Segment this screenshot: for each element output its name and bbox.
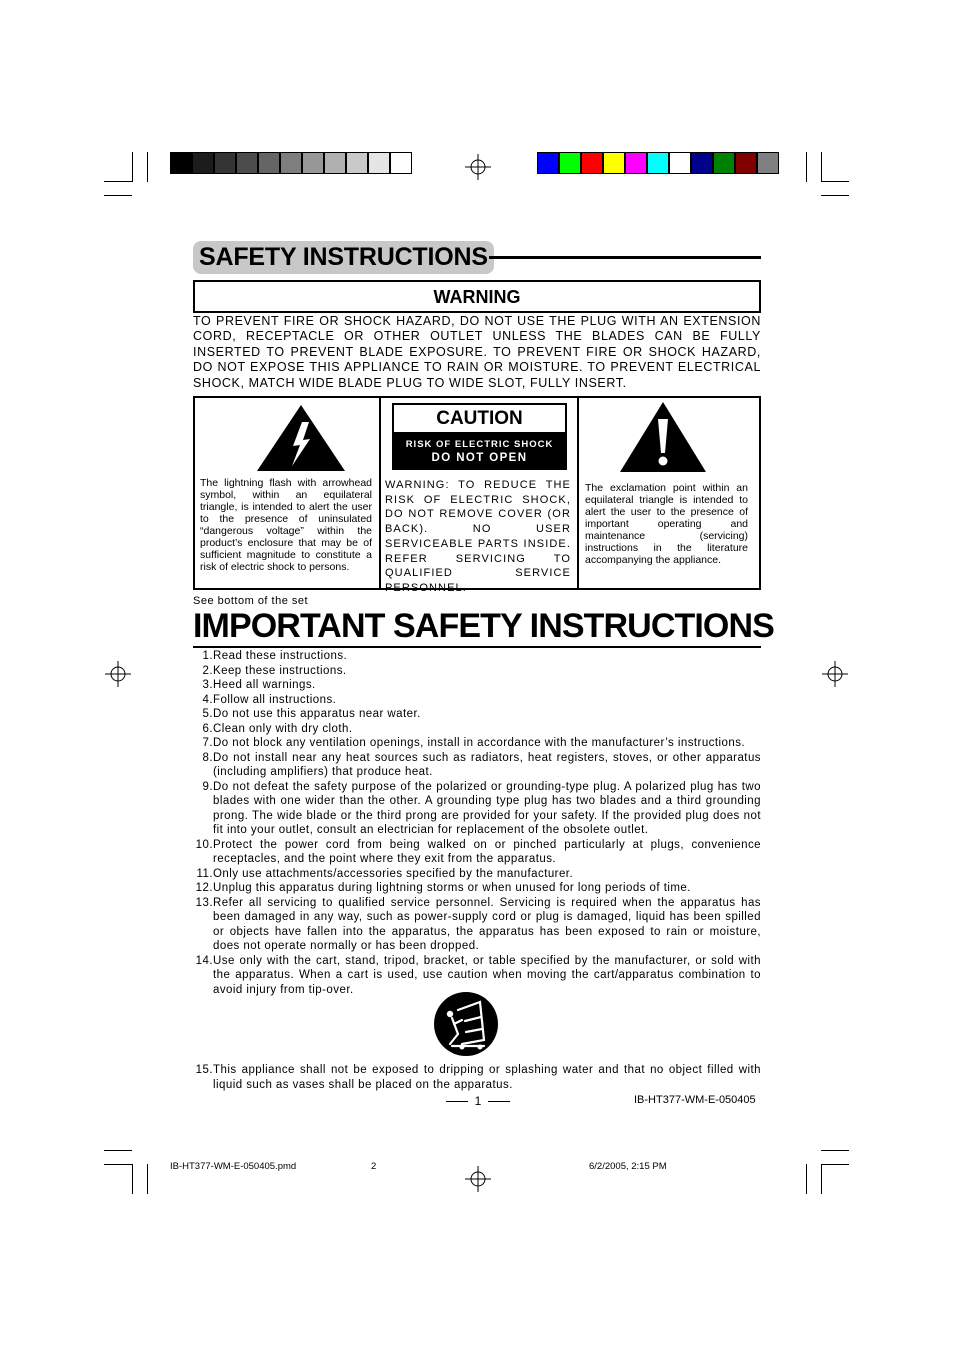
gray-calibration-bar <box>170 152 412 174</box>
list-item <box>193 693 761 708</box>
footer-sheet: 2 <box>371 1161 377 1172</box>
color-swatch <box>280 152 302 174</box>
color-swatch <box>603 152 625 174</box>
color-swatch <box>691 152 713 174</box>
color-swatch <box>236 152 258 174</box>
list-item <box>193 722 761 737</box>
page-number-text: 1 <box>474 1094 482 1108</box>
list-item <box>193 881 761 896</box>
list-item-text: Read these instructions. <box>213 650 348 662</box>
list-item <box>193 838 761 867</box>
list-item-number: 1. <box>202 650 213 662</box>
list-item-number: 9. <box>202 780 213 793</box>
registration-mark-icon <box>465 1166 491 1192</box>
list-item-text: Use only with the cart, stand, tripod, bracket, or table specified by the manufacturer, or sold with the apparatus. When a cart is used, use caution when moving the cart/apparatus combination to avoid injury from tip-over. <box>213 954 761 996</box>
lightning-column <box>195 398 381 588</box>
list-item <box>193 736 761 751</box>
list-item-text: Refer all servicing to qualified service personnel. Servicing is required when the apparatus has been damaged in any way, such as power-supply cord or plug is damaged, liquid has been spilled or objects have fallen into the apparatus, the apparatus has been exposed to rain or moisture, does not operate normally or has been dropped. <box>213 896 761 952</box>
list-item <box>193 707 761 722</box>
instructions-list <box>193 649 761 997</box>
section-title: SAFETY INSTRUCTIONS <box>193 241 494 274</box>
lightning-text: The lightning flash with arrowhead symbol, within an equilateral triangle, is intended to alert the user to the presence of uninsulated “dangerous voltage” within the product’s enclosure that may be of sufficient magnitude to constitute a risk of electric shock to persons. <box>200 477 372 573</box>
footer-datetime: 6/2/2005, 2:15 PM <box>589 1161 667 1172</box>
color-swatch <box>559 152 581 174</box>
exclamation-text: The exclamation point within an equilateral triangle is intended to alert the user to the presence of important operating and maintenance (servicing) instructions in the literature accompanying the appliance. <box>585 482 748 566</box>
exclamation-triangle-icon <box>619 401 707 473</box>
list-item-number: 2. <box>202 664 213 677</box>
list-item <box>193 649 761 664</box>
list-item-text: Clean only with dry cloth. <box>213 722 353 735</box>
symbols-box <box>193 396 761 594</box>
color-swatch <box>757 152 779 174</box>
list-item-text: Do not block any ventilation openings, install in accordance with the manufacturer’s instructions. <box>213 737 746 749</box>
list-item-number: 14. <box>195 954 213 967</box>
list-item-text: Keep these instructions. <box>213 664 347 677</box>
footer-filename: IB-HT377-WM-E-050405.pmd <box>170 1161 297 1172</box>
list-item <box>193 678 761 693</box>
lightning-triangle-icon <box>256 404 346 472</box>
registration-mark-icon <box>105 661 131 687</box>
color-swatch <box>735 152 757 174</box>
list-item <box>193 867 761 882</box>
caution-line1: RISK OF ELECTRIC SHOCK <box>405 439 554 450</box>
warning-text: TO PREVENT FIRE OR SHOCK HAZARD, DO NOT USE THE PLUG WITH AN EXTENSION CORD, RECEPTACLE OR OTHER OUTLET UNLESS THE BLADES CAN BE FULLY INSERTED TO PREVENT BLADE EXPOSURE. TO PREVENT FIRE OR SHOCK HAZARD, DO NOT EXPOSE THIS APPLIANCE TO RAIN OR MOISTURE. TO PREVENT ELECTRICAL SHOCK, MATCH WIDE BLADE PLUG TO WIDE SLOT, FULLY INSERT. <box>193 314 761 390</box>
list-item-text: Follow all instructions. <box>213 693 337 706</box>
document-code: IB-HT377-WM-E-050405 <box>634 1094 756 1106</box>
warning-title: WARNING <box>193 280 761 313</box>
list-item-number: 12. <box>195 882 213 894</box>
color-swatch <box>192 152 214 174</box>
list-item-text: Only use attachments/accessories specified by the manufacturer. <box>213 867 574 880</box>
list-item-number: 6. <box>202 722 213 735</box>
color-swatch <box>625 152 647 174</box>
registration-mark-icon <box>465 154 491 180</box>
see-bottom-note: See bottom of the set <box>193 595 309 607</box>
list-item-number: 7. <box>202 737 213 749</box>
color-swatch <box>214 152 236 174</box>
list-item-text: Do not defeat the safety purpose of the polarized or grounding-type plug. A polarized plug has two blades with one wider than the other. A grounding type plug has two blades and a third grounding prong. The wide blade or the third prong are provided for your safety. If the provided plug does not fit into your outlet, consult an electrician for replacement of the obsolete outlet. <box>213 780 761 836</box>
color-calibration-bar <box>537 152 779 174</box>
list-item-text: Do not use this apparatus near water. <box>213 708 421 720</box>
color-swatch <box>324 152 346 174</box>
color-swatch <box>170 152 192 174</box>
list-item-number: 3. <box>202 679 213 691</box>
list-item <box>193 751 761 780</box>
list-item-number: 4. <box>202 693 213 706</box>
color-swatch <box>302 152 324 174</box>
list-item <box>193 1063 761 1092</box>
list-item-number: 13. <box>195 896 213 909</box>
list-item-number: 5. <box>202 708 213 720</box>
color-swatch <box>390 152 412 174</box>
list-item <box>193 664 761 679</box>
page-number <box>446 1094 510 1108</box>
list-item-text: Do not install near any heat sources such as radiators, heat registers, stoves, or other apparatus (including amplifiers) that produce heat. <box>213 751 761 778</box>
caution-title: CAUTION <box>392 403 567 434</box>
important-title: IMPORTANT SAFETY INSTRUCTIONS <box>193 606 761 648</box>
list-item-text: Unplug this apparatus during lightning storms or when unused for long periods of time. <box>213 882 691 894</box>
list-item-number: 10. <box>195 838 213 851</box>
caution-line2: DO NOT OPEN <box>431 452 528 464</box>
color-swatch <box>581 152 603 174</box>
list-item-number: 11. <box>196 867 213 880</box>
caution-label <box>392 434 567 470</box>
color-swatch <box>669 152 691 174</box>
color-swatch <box>647 152 669 174</box>
list-item <box>193 780 761 838</box>
caution-text: WARNING: TO REDUCE THE RISK OF ELECTRIC SHOCK, DO NOT REMOVE COVER (OR BACK). NO USER SERVICEABLE PARTS INSIDE. REFER SERVICING TO QUALIFIED SERVICE PERSONNEL. <box>385 479 571 594</box>
section-header <box>193 241 761 274</box>
list-item-number: 15. <box>195 1064 213 1076</box>
color-swatch <box>368 152 390 174</box>
list-item-number: 8. <box>202 751 213 764</box>
color-swatch <box>346 152 368 174</box>
list-item <box>193 896 761 954</box>
color-swatch <box>537 152 559 174</box>
header-rule <box>489 256 761 259</box>
color-swatch <box>713 152 735 174</box>
cart-tipover-icon <box>432 990 500 1058</box>
registration-mark-icon <box>822 661 848 687</box>
color-swatch <box>258 152 280 174</box>
list-item-text: Protect the power cord from being walked on or pinched particularly at plugs, convenience receptacles, and the point where they exit from the apparatus. <box>213 838 761 865</box>
instruction-15 <box>193 1063 761 1092</box>
list-item-text: This appliance shall not be exposed to dripping or splashing water and that no object filled with liquid such as vases shall be placed on the apparatus. <box>213 1064 761 1091</box>
exclamation-column <box>579 398 759 588</box>
caution-column <box>381 398 579 594</box>
list-item-text: Heed all warnings. <box>213 679 316 691</box>
